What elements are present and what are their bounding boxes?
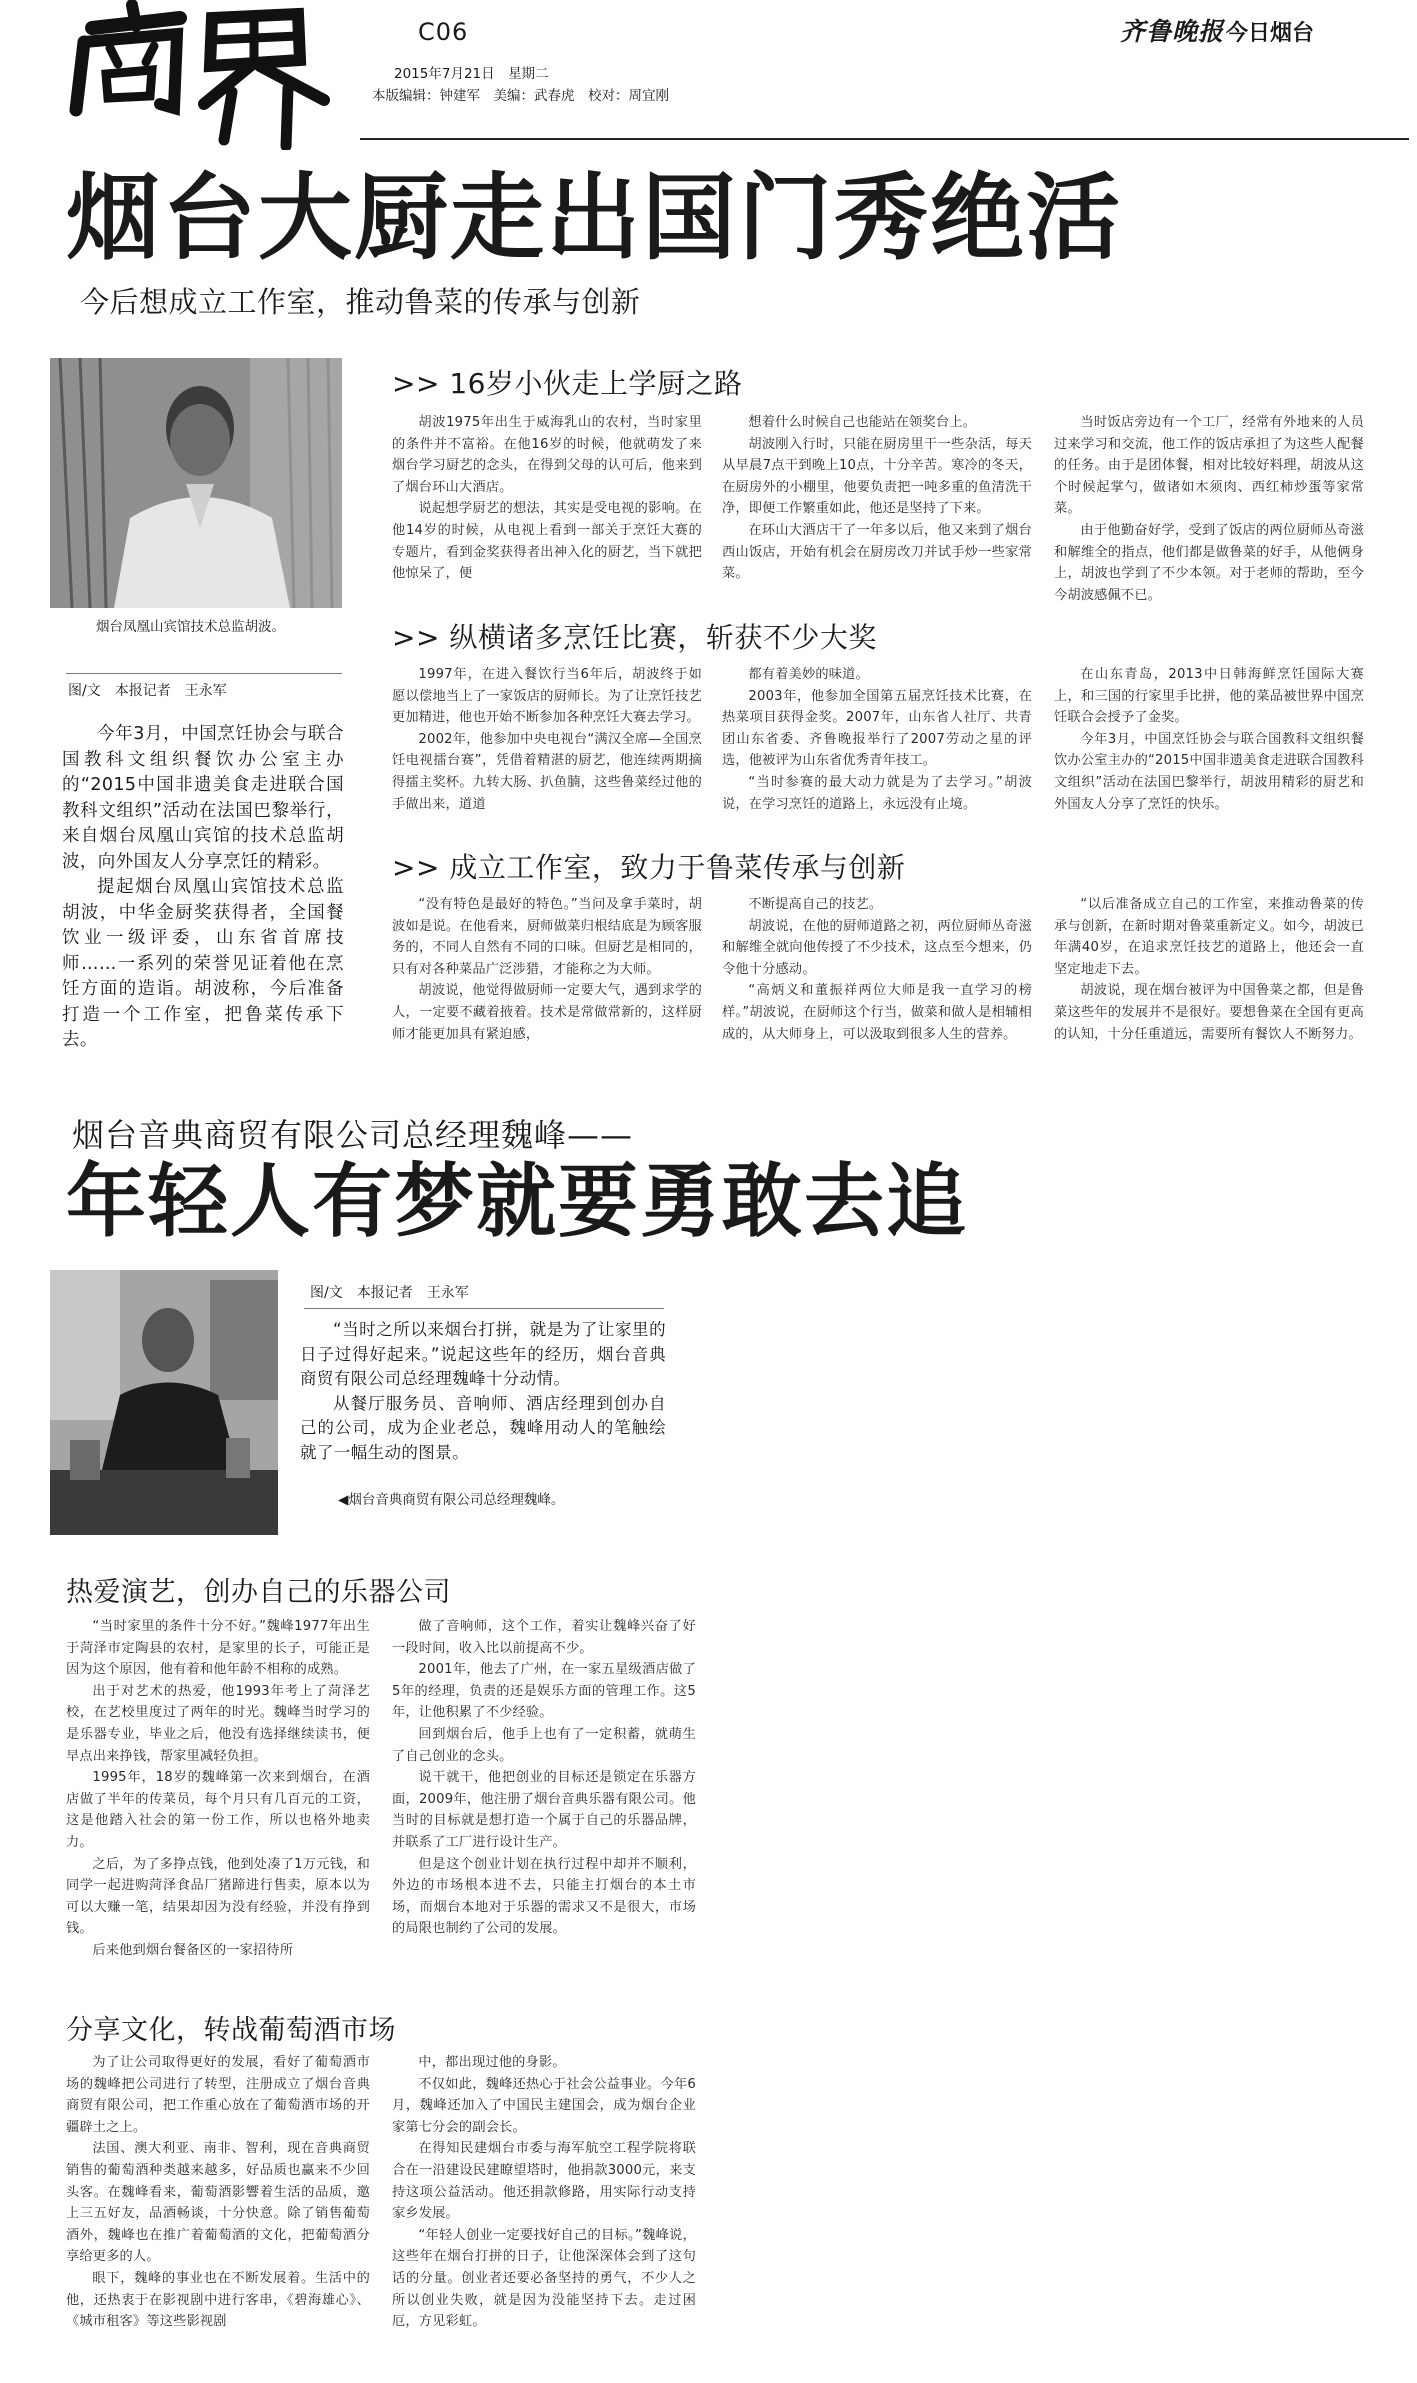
lead-paragraph: “当时之所以来烟台打拼，就是为了让家里的日子过得好起来。”说起这些年的经历，烟台音典商贸有限公司总经理魏峰十分动情。 [300,1320,666,1388]
section-logo-calligraphy [62,0,352,150]
paragraph: “以后准备成立自己的工作室，来推动鲁菜的传承与创新，在新时期对鲁菜重新定义。如今，胡波已年满40岁，在追求烹饪技艺的道路上，他还会一直坚定地走下去。 [1054,897,1364,977]
paragraph: “没有特色是最好的特色。”当问及拿手菜时，胡波如是说。在他看来，厨师做菜归根结底是为顾客服务的，不同人自然有不同的口味。但厨艺是相同的，只有对各种菜品广泛涉猎，才能称之为大师。 [392,897,702,977]
article1-subheadline: 今后想成立工作室，推动鲁菜的传承与创新 [80,285,641,319]
text-column [66,2052,370,2333]
paragraph: 胡波1975年出生于威海乳山的农村，当时家里的条件并不富裕。在他16岁的时候，他就萌发了来烟台学习厨艺的念头，在得到父母的认可后，他来到了烟台环山大酒店。 [392,415,702,495]
text-column [1054,664,1364,815]
section-heading: >> 成立工作室，致力于鲁菜传承与创新 [392,851,906,884]
lead-paragraph: 今年3月，中国烹饪协会与联合国教科文组织餐饮办公室主办的“2015中国非遗美食走进联合国教科文组织”活动在法国巴黎举行，来自烟台凤凰山宾馆的技术总监胡波，向外国友人分享烹饪的精彩。 [62,724,344,872]
chef-photo-caption: 烟台凤凰山宾馆技术总监胡波。 [96,619,285,635]
paragraph: 今年3月，中国烹饪协会与联合国教科文组织餐饮办公室主办的“2015中国非遗美食走进联合国教科文组织”活动在法国巴黎举行，胡波用精彩的厨艺和外国友人分享了烹饪的快乐。 [1054,731,1364,812]
section-heading: 分享文化，转战葡萄酒市场 [66,2015,396,2046]
paragraph: 之后，为了多挣点钱，他到处凑了1万元钱，和同学一起进购菏泽食品厂猪蹄进行售卖，原本以为可以大赚一笔，结果却因为没有经验，并没有挣到钱。 [66,1856,370,1937]
issue-date: 2015年7月21日 星期二 [394,66,549,82]
text-column [392,894,702,1045]
paragraph: 后来他到烟台餐备区的一家招待所 [92,1942,294,1958]
paragraph: 胡波说，现在烟台被评为中国鲁菜之都，但是鲁菜这些年的发展并不是很好。要想鲁菜在全国有更高的认知，十分任重道远，需要所有餐饮人不断努力。 [1054,983,1364,1042]
text-column [722,664,1032,815]
article2-byline: 图/文 本报记者 王永军 [310,1285,469,1301]
text-column [1054,894,1364,1045]
article2-lead [300,1318,666,1465]
article1-lead [62,722,344,1054]
paragraph: 胡波说，他觉得做厨师一定要大气，遇到求学的人，一定要不藏着掖着。技术是常做常新的，这样厨师才能更加具有紧迫感， [392,983,702,1042]
text-column [392,664,702,815]
paragraph: 出于对艺术的热爱，他1993年考上了菏泽艺校，在艺校里度过了两年的时光。魏峰当时学习的是乐器专业，毕业之后，他没有选择继续读书，便早点出来挣钱，帮家里减轻负担。 [66,1683,370,1764]
paragraph: 回到烟台后，他手上也有了一定积蓄，就萌生了自己创业的念头。 [392,1726,696,1764]
article1-byline: 图/文 本报记者 王永军 [68,683,227,699]
paragraph: 法国、澳大利亚、南非、智利，现在音典商贸销售的葡萄酒种类越来越多，好品质也赢来不少回头客。在魏峰看来，葡萄酒影響着生活的品质，邀上三五好友，品酒畅谈，十分快意。除了销售葡萄酒外，魏峰也在推广着葡萄酒的文化，把葡萄酒分享给更多的人。 [66,2141,370,2265]
paragraph: 2002年，他参加中央电视台“满汉全席—全国烹饪电视擂台赛”，凭借着精湛的厨艺，他连续两期摘得擂主奖杯。九转大肠、扒鱼腩，这些鲁菜经过他的手做出来，道道 [392,731,702,812]
paragraph: 说干就干，他把创业的目标还是锁定在乐器方面，2009年，他注册了烟台音典乐器有限公司。他当时的目标就是想打造一个属于自己的乐器品牌，并联系了工厂进行设计生产。 [392,1770,696,1850]
edition-name: 今日烟台 [1226,21,1315,46]
newspaper-name: 齐鲁晚报 [1120,17,1225,46]
article2-kicker: 烟台音典商贸有限公司总经理魏峰—— [72,1116,634,1154]
paragraph: 2003年，他参加全国第五届烹饪技术比赛，在热菜项目获得金奖。2007年，山东省人社厅、共青团山东省委、齐鲁晚报举行了2007劳动之星的评选，他被评为山东省优秀青年技工。 [722,688,1032,769]
paragraph: 都有着美妙的味道。 [748,667,869,682]
paragraph: “年轻人创业一定要找好自己的目标。”魏峰说，这些年在烟台打拼的日子，让他深深体会到了这句话的分量。创业者还要必备坚持的勇气，不少人之所以创业失败，就是因为没能坚持下去。走过困厄，方见彩虹。 [392,2227,696,2330]
article2-headline: 年轻人有梦就要勇敢去追 [66,1155,968,1248]
article1-headline: 烟台大厨走出国门秀绝活 [66,164,1123,273]
section-heading: >> 16岁小伙走上学厨之路 [392,367,743,400]
paragraph: 胡波刚入行时，只能在厨房里干一些杂活，每天从早晨7点干到晚上10点，十分辛苦。寒冷的冬天，在厨房外的小棚里，他要负责把一吨多重的鱼清洗干净，即便工作繁重如此，他还是坚持了下来。 [722,436,1032,517]
chef-photo [50,358,342,608]
text-column [722,894,1032,1045]
paragraph: 胡波说，在他的厨师道路之初，两位厨师丛奇滋和解维全就向他传授了不少技术，这点至今想来，仍令他十分感动。 [722,918,1032,977]
paragraph: “当时家里的条件十分不好。”魏峰1977年出生于菏泽市定陶县的农村，是家里的长子，可能正是因为这个原因，他有着和他年龄不相称的成熟。 [66,1619,370,1678]
paragraph: 说起想学厨艺的想法，其实是受电视的影响。在他14岁的时候，从电视上看到一部关于烹饪大赛的专题片，看到金奖获得者出神入化的厨艺，当下就把他惊呆了，便 [392,501,702,582]
byline-rule [304,1308,664,1309]
paragraph: “当时参赛的最大动力就是为了去学习。”胡波说，在学习烹饪的道路上，永远没有止境。 [722,774,1032,812]
paragraph: 当时饭店旁边有一个工厂，经常有外地来的人员过来学习和交流，他工作的饭店承担了为这些人配餐的任务。由于是团体餐，相对比较好料理，胡波从这个时候起掌勺，做诸如木须肉、西红柿炒蛋等家常菜。 [1054,415,1364,517]
paragraph: 在环山大酒店干了一年多以后，他又来到了烟台西山饭店，开始有机会在厨房改刀并试手炒一些家常菜。 [722,522,1032,582]
paragraph: 不断提高自己的技艺。 [748,897,883,912]
editor-credits: 本版编辑：钟建军 美编：武春虎 校对：周宜刚 [372,88,669,104]
paragraph: 由于他勤奋好学，受到了饭店的两位厨师丛奇滋和解维全的指点，他们都是做鲁菜的好手，从他俩身上，胡波也学到了不少本领。对于老师的帮助，至今今胡波感佩不已。 [1054,522,1364,603]
lead-paragraph: 提起烟台凤凰山宾馆技术总监胡波，中华金厨奖获得者，全国餐饮业一级评委，山东省首席技师……一系列的荣誉见证着他在烹饪方面的造诣。胡波称，今后准备打造一个工作室，把鲁菜传承下去。 [62,877,344,1050]
paragraph: 想着什么时候自己也能站在领奖台上。 [748,415,976,430]
paragraph: “高炳义和董振祥两位大师是我一直学习的榜样。”胡波说，在厨师这个行当，做菜和做人是相辅相成的，从大师身上，可以汲取到很多人生的营养。 [722,983,1032,1042]
section-heading: >> 纵横诸多烹饪比赛，斩获不少大奖 [392,621,877,654]
text-column [392,412,702,585]
lead-paragraph: 从餐厅服务员、音响师、酒店经理到创办自己的公司，成为企业老总，魏峰用动人的笔触绘就了一幅生动的图景。 [300,1393,666,1462]
paragraph: 在山东青岛，2013中日韩海鲜烹饪国际大赛上，和三国的行家里手比拼，他的菜品被世界中国烹饪联合会授予了金奖。 [1054,667,1364,726]
text-column [392,2052,696,2333]
page-number: C06 [418,18,469,46]
text-column [392,1616,696,1940]
paragraph: 不仅如此，魏峰还热心于社会公益事业。今年6月，魏峰还加入了中国民主建国会，成为烟台企业家第七分会的副会长。 [392,2076,696,2135]
section-heading: 热爱演艺，创办自己的乐器公司 [66,1577,451,1608]
manager-photo-caption: ◀烟台音典商贸有限公司总经理魏峰。 [338,1492,565,1508]
paragraph: 2001年，他去了广州，在一家五星级酒店做了5年的经理，负责的还是娱乐方面的管理工作。这5年，让他积累了不少经验。 [392,1662,696,1721]
paragraph: 1995年，18岁的魏峰第一次来到烟台，在酒店做了半年的传菜员，每个月只有几百元的工资，这是他踏入社会的第一份工作，所以也格外地卖力。 [66,1770,370,1850]
text-column [722,412,1032,585]
paragraph: 为了让公司取得更好的发展，看好了葡萄酒市场的魏峰把公司进行了转型，注册成立了烟台音典商贸有限公司，把工作重心放在了葡萄酒市场的开疆辟土之上。 [66,2055,370,2135]
paragraph: 在得知民建烟台市委与海军航空工程学院将联合在一沿建设民建瞭望塔时，他捐款3000元，来支持这项公益活动。他还捐款修路，用实际行动支持家乡发展。 [392,2141,696,2222]
manager-photo [50,1270,278,1535]
paragraph: 做了音响师，这个工作，着实让魏峰兴奋了好一段时间，收入比以前提高不少。 [392,1619,696,1656]
text-column [66,1616,370,1962]
paragraph: 1997年，在进入餐饮行当6年后，胡波终于如愿以偿地当上了一家饭店的厨师长。为了让烹饪技艺更加精进，他也开始不断参加各种烹饪大赛去学习。 [392,667,702,726]
text-column [1054,412,1364,606]
paragraph: 但是这个创业计划在执行过程中却并不顺利，外边的市场根本进不去，只能主打烟台的本土市场，而烟台本地对于乐器的需求又不是很大，市场的局限也制约了公司的发展。 [392,1856,696,1937]
paragraph: 中，都出现过他的身影。 [418,2055,566,2070]
section-logo [62,0,352,150]
header-rule [360,138,1409,140]
byline-rule [66,673,342,674]
paragraph: 眼下，魏峰的事业也在不断发展着。生活中的他，还热衷于在影视剧中进行客串，《碧海雄心》、《城市租客》等这些影视剧 [66,2270,370,2330]
